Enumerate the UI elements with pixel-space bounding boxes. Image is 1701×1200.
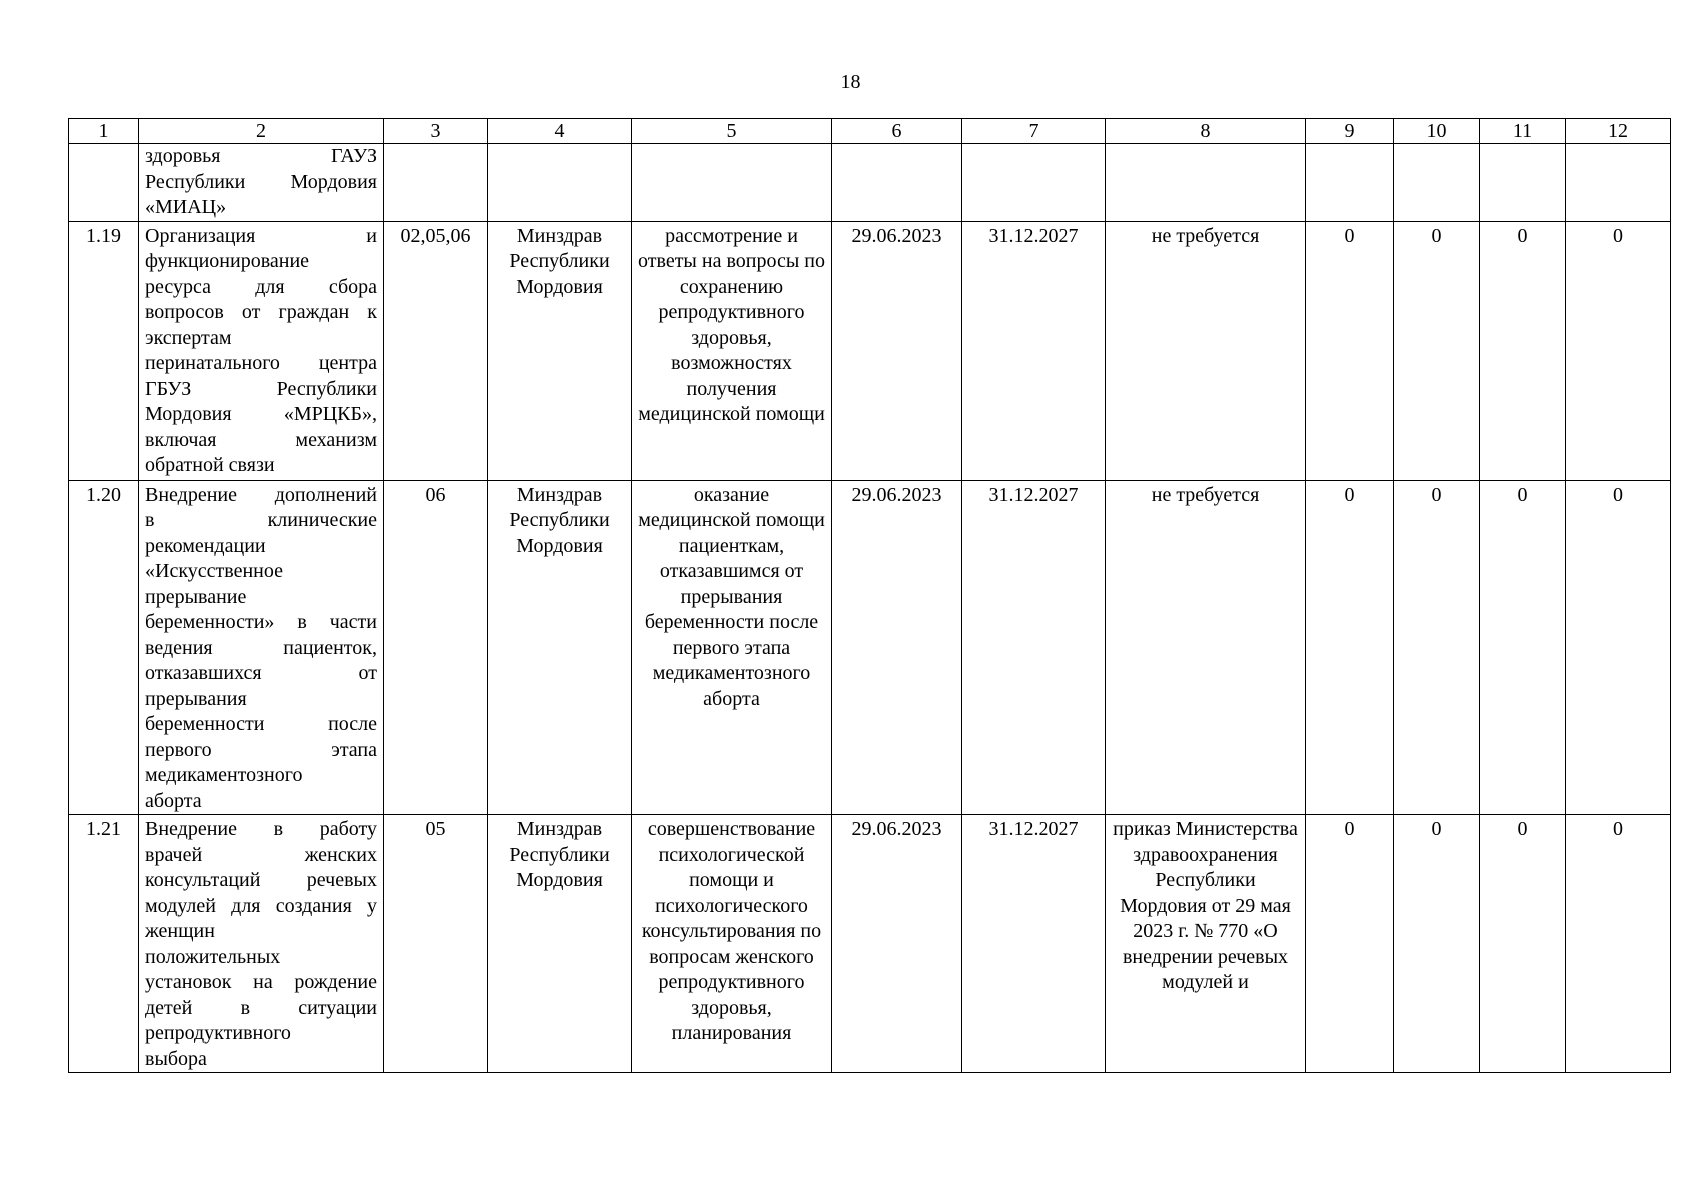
measure-name-line: «Искусственное — [145, 560, 283, 582]
legal-act: не требуется — [1106, 221, 1306, 480]
measure-name-line: отказавшихся от — [145, 662, 377, 684]
funding-value: 0 — [1566, 480, 1671, 815]
funding-value — [1306, 144, 1394, 222]
funding-value: 0 — [1566, 221, 1671, 480]
program-code: 02,05,06 — [384, 221, 488, 480]
measure-name-line: беременности после — [145, 713, 377, 735]
column-header: 2 — [139, 119, 384, 144]
start-date: 29.06.2023 — [832, 480, 962, 815]
measure-name-line: врачей женских — [145, 843, 377, 866]
measure-name-line: первого этапа — [145, 738, 377, 761]
funding-value: 0 — [1480, 480, 1566, 815]
legal-act: не требуется — [1106, 480, 1306, 815]
program-code: 06 — [384, 480, 488, 815]
measure-name-line: перинатального центра — [145, 352, 377, 374]
measure-name-line: установок на рождение — [145, 971, 377, 993]
executor: Минздрав Республики Мордовия — [488, 815, 632, 1073]
column-header: 11 — [1480, 119, 1566, 144]
funding-value — [1394, 144, 1480, 222]
measure-name-line: аборта — [145, 789, 202, 812]
measure-name-line: медикаментозного — [145, 764, 303, 786]
column-header: 5 — [632, 119, 832, 144]
measure-name-line: консультаций речевых — [145, 869, 377, 891]
program-code — [384, 144, 488, 222]
measure-name-line: Республики Мордовия — [145, 170, 377, 193]
measure-name-line: детей в ситуации — [145, 996, 377, 1019]
start-date: 29.06.2023 — [832, 815, 962, 1073]
funding-value: 0 — [1394, 221, 1480, 480]
measure-name-line: здоровья ГАУЗ — [145, 145, 377, 167]
funding-value: 0 — [1480, 815, 1566, 1073]
start-date: 29.06.2023 — [832, 221, 962, 480]
expected-result: оказание медицинской помощи пациенткам, отказавшимся от прерывания беременности после первого этапа медикаментозного аборта — [632, 480, 832, 815]
measure-name-line: экспертам — [145, 326, 232, 349]
expected-result: совершенствование психологической помощи и психологического консультирования по вопросам женского репродуктивного здоровья, планирования — [632, 815, 832, 1073]
end-date: 31.12.2027 — [962, 221, 1106, 480]
measure-name — [139, 480, 384, 815]
start-date — [832, 144, 962, 222]
page-number: 18 — [840, 71, 861, 93]
measure-name-line: Организация и — [145, 224, 377, 247]
measure-name-line: выбора — [145, 1047, 207, 1070]
column-header: 9 — [1306, 119, 1394, 144]
measure-name — [139, 144, 384, 222]
row-number: 1.20 — [69, 480, 139, 815]
measure-name-line: «МИАЦ» — [145, 196, 227, 218]
measure-name-line: женщин — [145, 920, 215, 942]
measure-name-line: прерывания — [145, 687, 247, 710]
program-code: 05 — [384, 815, 488, 1073]
column-header: 4 — [488, 119, 632, 144]
column-header: 3 — [384, 119, 488, 144]
end-date: 31.12.2027 — [962, 480, 1106, 815]
measure-name-line: ГБУЗ Республики — [145, 377, 377, 400]
measures-table — [68, 118, 1671, 1073]
table-row — [69, 480, 1671, 815]
funding-value: 0 — [1306, 221, 1394, 480]
measure-name — [139, 815, 384, 1073]
funding-value: 0 — [1394, 480, 1480, 815]
executor: Минздрав Республики Мордовия — [488, 221, 632, 480]
executor: Минздрав Республики Мордовия — [488, 480, 632, 815]
funding-value: 0 — [1566, 815, 1671, 1073]
legal-act — [1106, 144, 1306, 222]
measure-name-line: прерывание — [145, 585, 247, 608]
table-row — [69, 144, 1671, 222]
measure-name-line: включая механизм — [145, 428, 377, 451]
measure-name-line: Внедрение в работу — [145, 818, 377, 840]
table-row — [69, 221, 1671, 480]
measure-name-line: беременности» в части — [145, 611, 377, 633]
end-date: 31.12.2027 — [962, 815, 1106, 1073]
measure-name-line: ведения пациенток, — [145, 636, 377, 659]
column-number-row — [69, 119, 1671, 144]
measure-name-line: ресурса для сбора — [145, 275, 377, 298]
measure-name-line: в клинические — [145, 509, 377, 531]
funding-value: 0 — [1306, 815, 1394, 1073]
column-header: 8 — [1106, 119, 1306, 144]
legal-act: приказ Министерства здравоохранения Республики Мордовия от 29 мая 2023 г. № 770 «О внедрении речевых модулей и — [1106, 815, 1306, 1073]
measure-name-line: функционирование — [145, 250, 310, 272]
measure-name-line: вопросов от граждан к — [145, 301, 377, 323]
table-row — [69, 815, 1671, 1073]
measure-name-line: обратной связи — [145, 454, 275, 476]
funding-value — [1566, 144, 1671, 222]
funding-value — [1480, 144, 1566, 222]
column-header: 12 — [1566, 119, 1671, 144]
measure-name-line: рекомендации — [145, 534, 266, 557]
column-header: 6 — [832, 119, 962, 144]
measure-name-line: Мордовия «МРЦКБ», — [145, 403, 377, 425]
row-number: 1.21 — [69, 815, 139, 1073]
column-header: 1 — [69, 119, 139, 144]
measure-name-line: положительных — [145, 945, 281, 968]
measure-name-line: репродуктивного — [145, 1022, 291, 1044]
row-number: 1.19 — [69, 221, 139, 480]
end-date — [962, 144, 1106, 222]
column-header: 10 — [1394, 119, 1480, 144]
funding-value: 0 — [1394, 815, 1480, 1073]
column-header: 7 — [962, 119, 1106, 144]
expected-result — [632, 144, 832, 222]
funding-value: 0 — [1306, 480, 1394, 815]
expected-result: рассмотрение и ответы на вопросы по сохранению репродуктивного здоровья, возможностях получения медицинской помощи — [632, 221, 832, 480]
executor — [488, 144, 632, 222]
measure-name-line: Внедрение дополнений — [145, 483, 377, 506]
row-number — [69, 144, 139, 222]
measure-name-line: модулей для создания у — [145, 894, 377, 917]
measure-name — [139, 221, 384, 480]
funding-value: 0 — [1480, 221, 1566, 480]
